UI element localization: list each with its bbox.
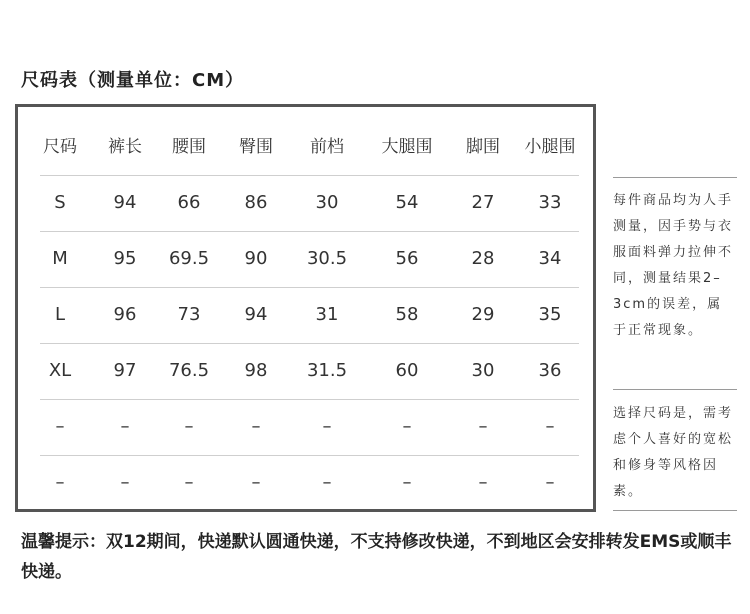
table-header-cell: 腰围 bbox=[172, 137, 206, 157]
table-cell: – bbox=[545, 472, 555, 493]
table-header-cell: 小腿围 bbox=[524, 137, 576, 157]
table-cell: – bbox=[545, 416, 555, 437]
table-cell: – bbox=[184, 416, 194, 437]
table-cell: – bbox=[402, 416, 412, 437]
table-cell: 94 bbox=[113, 192, 137, 213]
table-header-cell: 前档 bbox=[310, 137, 344, 157]
table-cell: S bbox=[54, 192, 66, 213]
table-cell: 60 bbox=[395, 360, 419, 381]
size-chart-title: 尺码表（测量单位：CM） bbox=[21, 70, 245, 91]
table-cell: – bbox=[322, 416, 332, 437]
table-cell: – bbox=[251, 416, 261, 437]
table-cell: XL bbox=[48, 360, 72, 381]
note-divider-top bbox=[613, 177, 737, 178]
table-row bbox=[18, 455, 593, 511]
table-cell: 31 bbox=[315, 304, 339, 325]
row-divider bbox=[40, 399, 579, 400]
table-row bbox=[18, 231, 593, 287]
table-cell: 35 bbox=[538, 304, 562, 325]
table-cell: 98 bbox=[244, 360, 268, 381]
size-table bbox=[15, 104, 596, 512]
table-cell: 97 bbox=[113, 360, 137, 381]
table-cell: 95 bbox=[113, 248, 137, 269]
table-cell: 96 bbox=[113, 304, 137, 325]
table-row bbox=[18, 399, 593, 455]
table-cell: – bbox=[478, 416, 488, 437]
table-cell: 69.5 bbox=[168, 248, 210, 269]
table-cell: – bbox=[402, 472, 412, 493]
table-cell: L bbox=[54, 304, 66, 325]
table-cell: – bbox=[478, 472, 488, 493]
table-cell: 27 bbox=[471, 192, 495, 213]
table-cell: 76.5 bbox=[168, 360, 210, 381]
table-cell: – bbox=[184, 472, 194, 493]
table-cell: 36 bbox=[538, 360, 562, 381]
table-cell: 90 bbox=[244, 248, 268, 269]
table-cell: 30.5 bbox=[306, 248, 348, 269]
row-divider bbox=[40, 343, 579, 344]
table-header-cell: 臀围 bbox=[239, 137, 273, 157]
table-cell: – bbox=[55, 472, 65, 493]
row-divider bbox=[40, 287, 579, 288]
table-cell: 94 bbox=[244, 304, 268, 325]
table-cell: 58 bbox=[395, 304, 419, 325]
row-divider bbox=[40, 455, 579, 456]
table-cell: – bbox=[120, 472, 130, 493]
table-cell: 28 bbox=[471, 248, 495, 269]
shipping-reminder: 温馨提示：双12期间，快递默认圆通快递，不支持修改快递，不到地区会安排转发EMS或顺丰快递。 bbox=[21, 532, 732, 582]
table-cell: 73 bbox=[177, 304, 201, 325]
table-cell: 54 bbox=[395, 192, 419, 213]
table-cell: 29 bbox=[471, 304, 495, 325]
table-cell: 30 bbox=[315, 192, 339, 213]
table-header-row bbox=[18, 119, 593, 175]
table-header-cell: 脚围 bbox=[466, 137, 500, 157]
size-choice-note: 选择尺码是，需考虑个人喜好的宽松和修身等风格因素。 bbox=[613, 406, 734, 499]
table-row bbox=[18, 343, 593, 399]
measurement-note: 每件商品均为人手测量，因手势与衣服面料弹力拉伸不同，测量结果2–3cm的误差，属于正常现象。 bbox=[613, 193, 734, 338]
table-cell: – bbox=[55, 416, 65, 437]
table-cell: – bbox=[120, 416, 130, 437]
table-cell: 66 bbox=[177, 192, 201, 213]
table-row bbox=[18, 175, 593, 231]
table-cell: 56 bbox=[395, 248, 419, 269]
table-cell: – bbox=[322, 472, 332, 493]
table-cell: M bbox=[52, 248, 68, 269]
table-row bbox=[18, 287, 593, 343]
table-header-cell: 大腿围 bbox=[381, 137, 433, 157]
row-divider bbox=[40, 175, 579, 176]
table-cell: – bbox=[251, 472, 261, 493]
note-divider-bottom bbox=[613, 510, 737, 511]
table-cell: 30 bbox=[471, 360, 495, 381]
note-divider-middle bbox=[613, 389, 737, 390]
table-cell: 33 bbox=[538, 192, 562, 213]
row-divider bbox=[40, 231, 579, 232]
table-cell: 31.5 bbox=[306, 360, 348, 381]
table-header-cell: 尺码 bbox=[43, 137, 77, 157]
table-cell: 34 bbox=[538, 248, 562, 269]
table-header-cell: 裤长 bbox=[108, 137, 142, 157]
table-cell: 86 bbox=[244, 192, 268, 213]
